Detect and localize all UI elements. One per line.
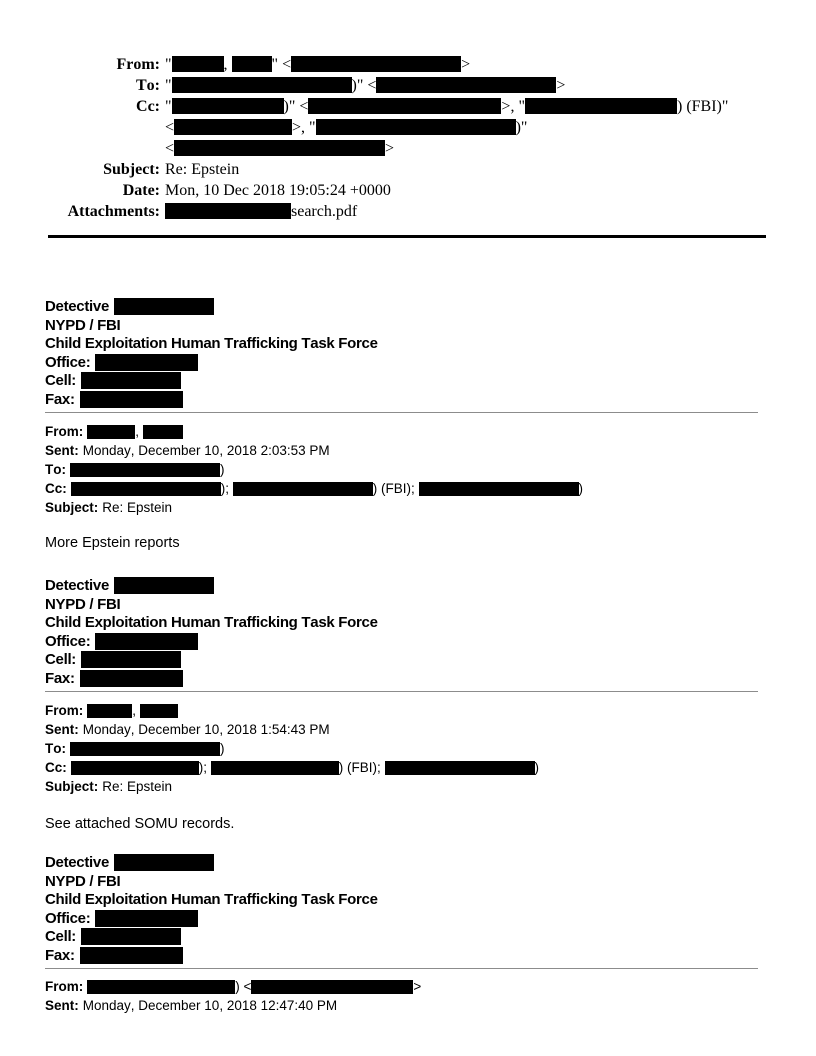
header-cc-row bbox=[45, 96, 776, 159]
cc-value-line-2 bbox=[165, 117, 776, 138]
quoted-sent-line bbox=[45, 441, 776, 460]
redaction-bar bbox=[419, 482, 579, 496]
redaction-bar bbox=[80, 947, 183, 964]
value-text: ) < bbox=[235, 979, 252, 994]
signature-title: Detective bbox=[45, 854, 110, 871]
cc-label: Cc: bbox=[45, 760, 67, 775]
cell-redaction bbox=[81, 372, 181, 389]
quoted-sent-line bbox=[45, 996, 776, 1015]
value-text: ) bbox=[220, 741, 225, 756]
fax-redaction bbox=[80, 391, 183, 408]
to-value bbox=[70, 462, 225, 477]
header-date-row bbox=[45, 180, 776, 201]
quoted-header-3 bbox=[45, 977, 776, 1015]
redaction-bar bbox=[143, 425, 183, 439]
signature-fax-line bbox=[45, 391, 776, 410]
value-text: " bbox=[165, 98, 172, 115]
value-text: )" < bbox=[283, 98, 309, 115]
redaction-bar bbox=[376, 77, 556, 93]
cc-value-line-1 bbox=[165, 96, 776, 117]
redaction-bar bbox=[71, 482, 221, 496]
quoted-header-1 bbox=[45, 422, 776, 517]
quoted-from-line bbox=[45, 977, 776, 996]
signature-name-line bbox=[45, 577, 776, 596]
attachment-name bbox=[160, 201, 776, 222]
cc-value bbox=[71, 760, 539, 775]
value-text: ) (FBI)" bbox=[676, 98, 729, 115]
redaction-bar bbox=[87, 425, 135, 439]
value-text: > bbox=[461, 56, 471, 73]
signature-fax-line bbox=[45, 670, 776, 689]
redaction-bar bbox=[291, 56, 461, 72]
value-text: >, " bbox=[501, 98, 525, 115]
signature-org: NYPD / FBI bbox=[45, 316, 121, 334]
to-label: To: bbox=[45, 741, 66, 756]
signature-block-3 bbox=[45, 854, 776, 965]
header-divider-rule bbox=[48, 235, 766, 238]
signature-cell-line bbox=[45, 372, 776, 391]
to-value bbox=[160, 75, 776, 96]
value-text: > bbox=[385, 140, 395, 157]
from-value bbox=[87, 979, 421, 994]
signature-cell-line bbox=[45, 928, 776, 947]
signature-office-line bbox=[45, 633, 776, 652]
redaction-bar bbox=[80, 391, 183, 408]
signature-office-line bbox=[45, 910, 776, 929]
cell-label: Cell: bbox=[45, 928, 77, 945]
quoted-header-2 bbox=[45, 701, 776, 796]
redaction-bar bbox=[114, 577, 214, 594]
redaction-bar bbox=[251, 980, 413, 994]
signature-name-redaction bbox=[114, 854, 214, 871]
cell-redaction bbox=[81, 651, 181, 668]
value-text: > bbox=[413, 979, 422, 994]
sent-label: Sent: bbox=[45, 998, 79, 1013]
cc-value bbox=[71, 481, 583, 496]
redaction-bar bbox=[172, 98, 284, 114]
signature-block-1 bbox=[45, 298, 776, 409]
redaction-bar bbox=[114, 854, 214, 871]
value-text: , bbox=[223, 56, 232, 73]
subject-value: Re: Epstein bbox=[102, 500, 173, 515]
value-text: " bbox=[165, 77, 172, 94]
quoted-cc-line bbox=[45, 758, 776, 777]
quoted-from-line bbox=[45, 701, 776, 720]
sent-label: Sent: bbox=[45, 443, 79, 458]
sent-value: Monday, December 10, 2018 2:03:53 PM bbox=[82, 443, 330, 458]
redaction-bar bbox=[114, 298, 214, 315]
redaction-bar bbox=[308, 98, 501, 114]
header-subject-row bbox=[45, 159, 776, 180]
fax-label: Fax: bbox=[45, 390, 75, 408]
office-label: Office: bbox=[45, 909, 91, 927]
signature-name-redaction bbox=[114, 298, 214, 315]
value-text: ) bbox=[578, 481, 584, 496]
value-text: < bbox=[165, 119, 175, 136]
fax-label: Fax: bbox=[45, 946, 75, 964]
header-to-row bbox=[45, 75, 776, 96]
office-label: Office: bbox=[45, 632, 91, 650]
quoted-cc-line bbox=[45, 479, 776, 498]
redaction-bar bbox=[174, 119, 292, 135]
signature-org: NYPD / FBI bbox=[45, 872, 121, 890]
from-value bbox=[87, 424, 183, 439]
value-text: > bbox=[556, 77, 566, 94]
redaction-bar bbox=[172, 77, 352, 93]
office-label: Office: bbox=[45, 353, 91, 371]
redaction-bar bbox=[525, 98, 677, 114]
from-label: From: bbox=[116, 56, 160, 73]
redaction-bar bbox=[70, 742, 220, 756]
quoted-divider-3 bbox=[45, 968, 758, 969]
redaction-bar bbox=[211, 761, 339, 775]
value-text: ) bbox=[534, 760, 540, 775]
sent-label: Sent: bbox=[45, 722, 79, 737]
value-text: ) bbox=[220, 462, 225, 477]
message-body-1: More Epstein reports bbox=[45, 535, 180, 551]
redaction-bar bbox=[71, 761, 199, 775]
cc-value bbox=[160, 96, 776, 159]
value-text: >, " bbox=[292, 119, 316, 136]
redaction-bar bbox=[140, 704, 178, 718]
office-redaction bbox=[95, 633, 198, 650]
cc-label: Cc: bbox=[45, 481, 67, 496]
quoted-sent-line bbox=[45, 720, 776, 739]
from-value bbox=[160, 54, 776, 75]
redaction-bar bbox=[80, 670, 183, 687]
cc-value-line-3 bbox=[165, 138, 776, 159]
value-text: , bbox=[135, 424, 143, 439]
header-attachments-row bbox=[45, 201, 776, 222]
redaction-bar bbox=[70, 463, 220, 477]
cc-label: Cc: bbox=[136, 98, 160, 115]
signature-name-line bbox=[45, 298, 776, 317]
fax-redaction bbox=[80, 670, 183, 687]
redaction-bar bbox=[172, 56, 224, 72]
redaction-bar bbox=[81, 928, 181, 945]
redaction-bar bbox=[165, 203, 291, 219]
value-text: ); bbox=[220, 481, 233, 496]
signature-cell-line bbox=[45, 651, 776, 670]
redaction-bar bbox=[95, 633, 198, 650]
signature-name-line bbox=[45, 854, 776, 873]
value-text: search.pdf bbox=[291, 203, 358, 220]
office-redaction bbox=[95, 910, 198, 927]
value-text: ) (FBI); bbox=[338, 760, 385, 775]
fax-redaction bbox=[80, 947, 183, 964]
value-text: )" bbox=[515, 119, 528, 136]
value-text: " bbox=[165, 56, 172, 73]
redaction-bar bbox=[81, 372, 181, 389]
from-value bbox=[87, 703, 178, 718]
quoted-divider-2 bbox=[45, 691, 758, 692]
signature-office-line bbox=[45, 354, 776, 373]
quoted-from-line bbox=[45, 422, 776, 441]
sent-value: Monday, December 10, 2018 12:47:40 PM bbox=[82, 998, 338, 1013]
redaction-bar bbox=[95, 910, 198, 927]
office-redaction bbox=[95, 354, 198, 371]
signature-unit: Child Exploitation Human Trafficking Task Force bbox=[45, 335, 378, 352]
signature-fax-line bbox=[45, 947, 776, 966]
signature-unit: Child Exploitation Human Trafficking Task Force bbox=[45, 614, 378, 631]
date-label: Date: bbox=[122, 182, 160, 199]
subject-label: Subject: bbox=[103, 161, 160, 178]
redaction-bar bbox=[87, 704, 132, 718]
redaction-bar bbox=[95, 354, 198, 371]
date-value: Mon, 10 Dec 2018 19:05:24 +0000 bbox=[165, 182, 391, 199]
to-value bbox=[70, 741, 225, 756]
redaction-bar bbox=[385, 761, 535, 775]
redaction-bar bbox=[87, 980, 235, 994]
subject-label: Subject: bbox=[45, 779, 99, 794]
value-text: " < bbox=[271, 56, 292, 73]
value-text: ) (FBI); bbox=[372, 481, 419, 496]
header-from-row bbox=[45, 54, 776, 75]
redaction-bar bbox=[174, 140, 385, 156]
quoted-divider-1 bbox=[45, 412, 758, 413]
quoted-to-line bbox=[45, 739, 776, 758]
message-body-2: See attached SOMU records. bbox=[45, 816, 235, 832]
quoted-subject-line bbox=[45, 498, 776, 517]
cell-label: Cell: bbox=[45, 651, 77, 668]
to-label: To: bbox=[45, 462, 66, 477]
quoted-subject-line bbox=[45, 777, 776, 796]
signature-org: NYPD / FBI bbox=[45, 595, 121, 613]
subject-value: Re: Epstein bbox=[165, 161, 240, 178]
value-text: )" < bbox=[351, 77, 377, 94]
cell-redaction bbox=[81, 928, 181, 945]
value-text: ); bbox=[198, 760, 211, 775]
message-header bbox=[45, 54, 776, 222]
fax-label: Fax: bbox=[45, 669, 75, 687]
value-text: , bbox=[132, 703, 140, 718]
signature-title: Detective bbox=[45, 298, 110, 315]
subject-label: Subject: bbox=[45, 500, 99, 515]
redaction-bar bbox=[232, 56, 272, 72]
signature-block-2 bbox=[45, 577, 776, 688]
sent-value: Monday, December 10, 2018 1:54:43 PM bbox=[82, 722, 330, 737]
attachments-label: Attachments: bbox=[67, 203, 160, 220]
cell-label: Cell: bbox=[45, 372, 77, 389]
to-label: To: bbox=[136, 77, 160, 94]
signature-title: Detective bbox=[45, 577, 110, 594]
signature-name-redaction bbox=[114, 577, 214, 594]
from-label: From: bbox=[45, 424, 84, 439]
quoted-to-line bbox=[45, 460, 776, 479]
from-label: From: bbox=[45, 703, 84, 718]
subject-value: Re: Epstein bbox=[102, 779, 173, 794]
value-text: < bbox=[165, 140, 175, 157]
redaction-bar bbox=[81, 651, 181, 668]
signature-unit: Child Exploitation Human Trafficking Task Force bbox=[45, 891, 378, 908]
redaction-bar bbox=[233, 482, 373, 496]
from-label: From: bbox=[45, 979, 84, 994]
redaction-bar bbox=[316, 119, 516, 135]
